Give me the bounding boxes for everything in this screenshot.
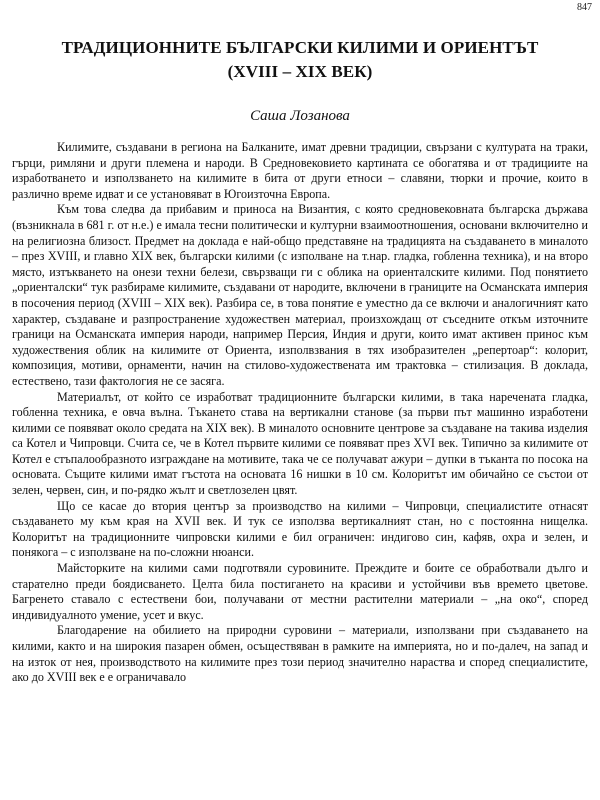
paragraph-6: Благодарение на обилието на природни суровини – материали, използвани при създаването на килими, както и на широкия пазарен обмен, осъществяван в рамките на империята, но и по-далеч, на запад и на изток от нея, производството на килимите през този период значително нараства и според специалистите, ако до XVIII век е е ограничавало (12, 623, 588, 685)
title-line-1: ТРАДИЦИОННИТЕ БЪЛГАРСКИ КИЛИМИ И ОРИЕНТЪТ (61, 38, 539, 57)
paragraph-3: Материалът, от който се изработват традиционните български килими, в така наречената гладка, гобленна техника, е овча вълна. Тъкането става на вертикални станове (за първи път машинно изработени килими се появяват около средата на XIX век). В миналото основните центрове за създаване на такива изделия са Котел и Чипровци. Счита се, че в Котел първите килими се появяват през XVI век. Типично за килимите от Котел е стъпалообразното изграждане на мотивите, така че се получават ажури – дупки в тъканта по посока на основата. Същите килими имат гъстота на основата 16 нишки в 10 см. Колоритът им обичайно се състои от зелен, червен, син, и по-рядко жълт и светлозелен цвят. (12, 389, 588, 498)
paragraph-5: Майсторките на килими сами подготвяли суровините. Преждите и боите се обработвали дълго и старателно преди боядисването. Целта била постигането на красиви и устойчиви във времето цветове. Багренето ставало с естествени бои, получавани от местни растителни материали – „на око“, според индивидуалното умение, усет и вкус. (12, 561, 588, 622)
page-number: 847 (577, 2, 592, 13)
paragraph-1: Килимите, създавани в региона на Балканите, имат древни традиции, свързани с културата на траки, гърци, римляни и други племена и народи. В Средновековието картината се обогатява и от традициите на изработването и използването на килимите в бита от други етноси – славяни, тюрки и прочие, които в различно време идват и се установяват в Югоизточна Европа. (12, 140, 588, 201)
paragraph-2: Към това следва да прибавим и приноса на Византия, с която средновековната българска държава (възникнала в 681 г. от н.е.) е имала тесни политически и културни взаимоотношения, основани включително и на религиозна близост. Предмет на доклада е най-общо представяне на традицията на създаването в миналото – през XVIII, и главно XIX век, български килими (с изполване на т.нар. гладка, гобленна техника), и на второ място, изтъкването на онези техни белези, свързващи ги с облика на ориенталските килими. Под понятието „ориенталски“ тук разбираме килимите, създавани от народите, включени в границите на Османската империя в посочения период (XVIII – XIX век). Разбира се, в това понятие е уместно да се включи и аналогичният като характер, създаване и разпространение художествен материал, произхождащ от съседните откъм източните граници на Османската империя народи, например Персия, Индия и други, които имат активен принос към художествения облик на килимите от Ориента, изполвзвания в тях изобразителен „репертоар“: колорит, композиция, мотиви, орнаменти, начин на стилово-художествената им трактовка – стилизация. В доклада, естествено, тази фактология не се засяга. (12, 202, 588, 388)
article-title (0, 36, 600, 84)
article-body (12, 140, 588, 686)
author-name: Саша Лозанова (250, 108, 350, 124)
title-line-2: (XVIII – XIX ВЕК) (227, 62, 373, 81)
paragraph-4: Що се касае до втория център за производство на килими – Чипровци, специалистите отнасят създаването му към края на XVII век. И тук се използва вертикалният стан, но с постоянна нищелка. Колоритът на традиционните чипровски килими е бил ограничен: индигово син, кафяв, охра и зелен, и понякога – с използване на по-сложни нюанси. (12, 498, 588, 560)
